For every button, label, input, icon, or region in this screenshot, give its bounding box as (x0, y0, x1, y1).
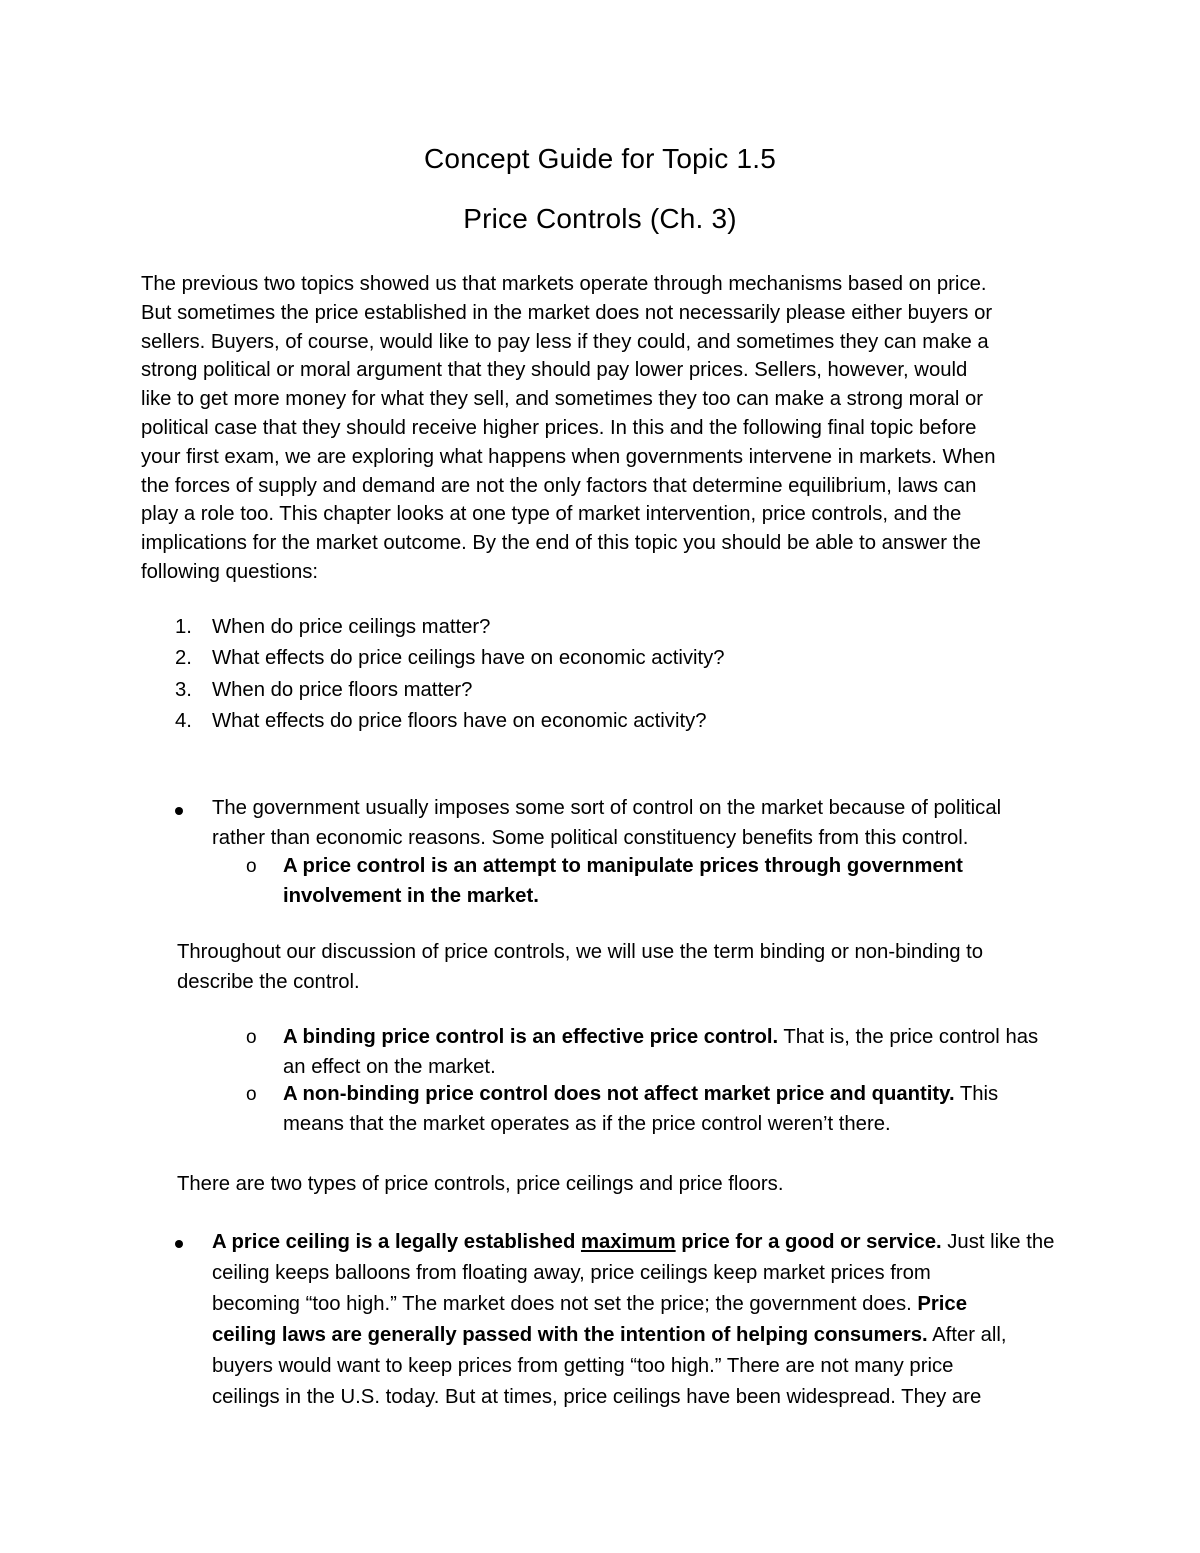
ceiling-text: becoming “too high.” The market does not set the price; the government does. (212, 1293, 918, 1315)
question-item (0, 643, 725, 674)
bullet-dot-icon (175, 807, 183, 815)
bullet-dot-icon (175, 1240, 183, 1248)
paragraph-line: Throughout our discussion of price controls, we will use the term binding or non-binding to (177, 941, 984, 963)
question-item (0, 612, 725, 643)
intro-line: implications for the market outcome. By the end of this topic you should be able to answer the (141, 532, 981, 555)
document-title: Concept Guide for Topic 1.5 (424, 143, 776, 174)
ceiling-line: buyers would want to keep prices from getting “too high.” There are not many price (212, 1355, 954, 1377)
non-binding-rest-text: This (954, 1083, 999, 1105)
sub-bullet-marker: o (246, 1084, 257, 1105)
ceiling-bold-text: ceiling laws are generally passed with the intention of helping consumers. (212, 1324, 928, 1346)
question-text: What effects do price floors have on economic activity? (212, 709, 707, 732)
question-number: 4. (175, 709, 192, 732)
government-bullet (212, 794, 1001, 853)
intro-line: But sometimes the price established in the market does not necessarily please either buyers or (141, 301, 993, 324)
non-binding-line-2: means that the market operates as if the price control weren’t there. (283, 1112, 891, 1135)
document-subtitle: Price Controls (Ch. 3) (463, 203, 737, 234)
paragraph-line: describe the control. (177, 970, 360, 993)
ceiling-line (212, 1289, 1054, 1320)
question-item (0, 706, 725, 737)
price-ceiling-bullet (212, 1227, 1054, 1413)
ceiling-bold-a: A price ceiling is a legally established (212, 1231, 581, 1253)
intro-line: political case that they should receive higher prices. In this and the following final topic before (141, 416, 977, 439)
question-list (0, 612, 725, 737)
question-text: What effects do price ceilings have on economic activity? (212, 647, 725, 670)
question-text: When do price ceilings matter? (212, 616, 491, 638)
intro-line: the forces of supply and demand are not the only factors that determine equilibrium, laws can (141, 474, 977, 497)
types-line: There are two types of price controls, price ceilings and price floors. (177, 1173, 784, 1195)
question-number: 1. (175, 616, 192, 638)
binding-line (283, 1023, 1038, 1053)
price-control-definition (283, 852, 963, 911)
binding-item (283, 1023, 1038, 1082)
intro-line: strong political or moral argument that they should pay lower prices. Sellers, however, would (141, 359, 968, 382)
question-item (0, 675, 725, 706)
binding-line-2: an effect on the market. (283, 1055, 496, 1078)
binding-paragraph (177, 938, 983, 997)
intro-line: following questions: (141, 560, 319, 583)
intro-paragraph (141, 270, 1071, 587)
intro-line: sellers. Buyers, of course, would like to pay less if they could, and sometimes they can make a (141, 330, 989, 353)
non-binding-bold-text: A non-binding price control does not affect market price and quantity. (283, 1083, 955, 1105)
intro-line: your first exam, we are exploring what happens when governments intervene in markets. When (141, 445, 996, 468)
ceiling-line (212, 1320, 1054, 1351)
definition-line: A price control is an attempt to manipulate prices through government (283, 855, 963, 877)
ceiling-line: ceiling keeps balloons from floating away, price ceilings keep market prices from (212, 1262, 931, 1284)
binding-rest-text: That is, the price control has (778, 1026, 1039, 1048)
sub-bullet-marker: o (246, 856, 257, 877)
intro-line: like to get more money for what they sell, and sometimes they too can make a strong moral or (141, 388, 984, 411)
sub-bullet-marker: o (246, 1027, 257, 1048)
ceiling-bold-text: Price (917, 1293, 967, 1315)
ceiling-line (212, 1227, 1054, 1258)
intro-line: The previous two topics showed us that markets operate through mechanisms based on price. (141, 273, 987, 295)
question-number: 3. (175, 678, 192, 701)
bullet-line: rather than economic reasons. Some political constituency benefits from this control. (212, 826, 969, 849)
types-paragraph (177, 1170, 783, 1200)
ceiling-bold-b: price for a good or service. (675, 1231, 942, 1253)
non-binding-item (283, 1080, 998, 1139)
non-binding-line (283, 1080, 998, 1110)
definition-line: involvement in the market. (283, 884, 539, 907)
question-number: 2. (175, 647, 192, 670)
question-text: When do price floors matter? (212, 678, 473, 701)
maximum-underlined: maximum (580, 1231, 676, 1253)
binding-bold-text: A binding price control is an effective price control. (283, 1026, 779, 1048)
intro-line: play a role too. This chapter looks at one type of market intervention, price controls, and the (141, 503, 962, 526)
ceiling-rest: Just like the (941, 1231, 1055, 1253)
ceiling-line: ceilings in the U.S. today. But at times, price ceilings have been widespread. They are (212, 1386, 982, 1408)
ceiling-text: After all, (927, 1324, 1007, 1346)
bullet-line: The government usually imposes some sort of control on the market because of political (212, 797, 1002, 819)
